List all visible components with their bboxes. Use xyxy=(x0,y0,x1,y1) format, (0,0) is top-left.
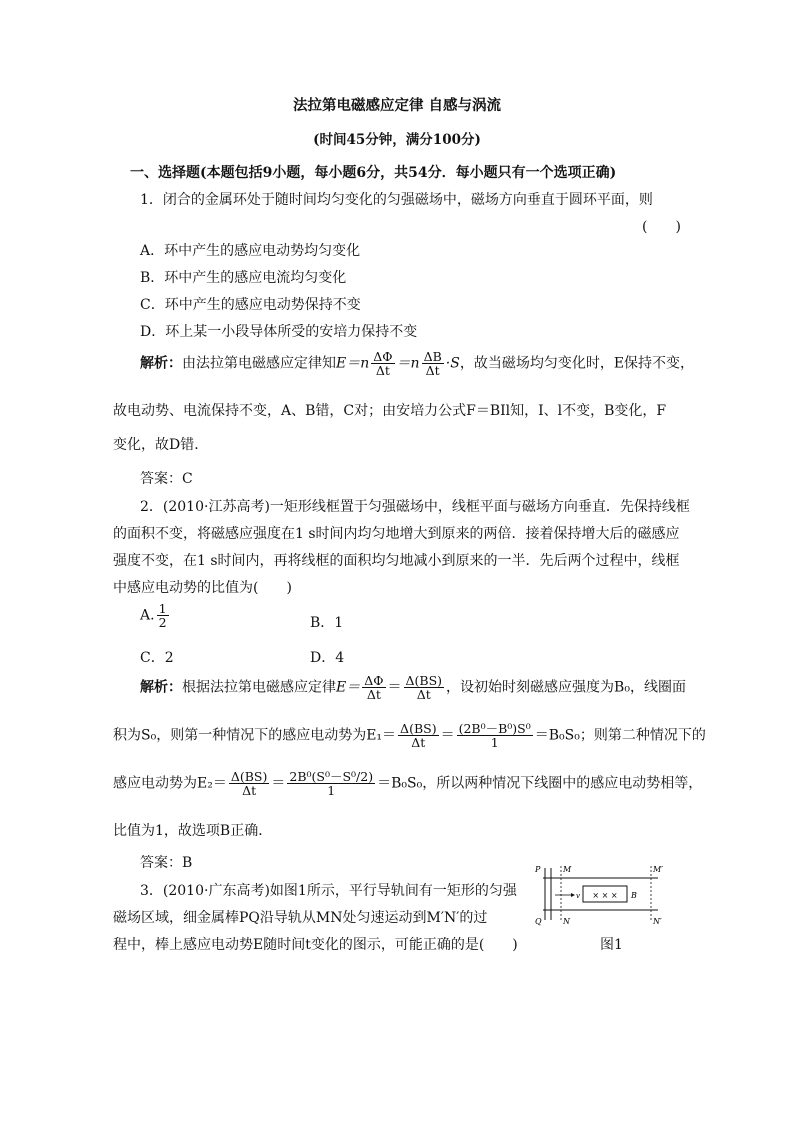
q2-a3-frac2 xyxy=(287,770,375,797)
q3-line2: 磁场区域，细金属棒PQ沿导轨从MN处匀速运动到M′N′的过 xyxy=(113,910,488,926)
q1-analysis-text: 由法拉第电磁感应定律知 xyxy=(182,355,336,372)
q2-a2-frac1-den: Δt xyxy=(411,735,426,751)
fig-label-v: v xyxy=(576,892,580,900)
page-subtitle: (时间45分钟，满分100分) xyxy=(313,132,481,148)
q2-a2-eq: ＝ xyxy=(440,727,455,744)
q1-formula-e: E＝n xyxy=(336,355,370,372)
q2-a2-rest: ＝B₀S₀；则第二种情况下的 xyxy=(534,727,706,744)
q1-analysis-label: 解析： xyxy=(140,355,182,372)
q2-option-a xyxy=(140,602,171,629)
fig-label-b: B xyxy=(631,891,637,900)
q2-option-c: C．2 xyxy=(140,650,174,666)
q2-frac-dbs-dt xyxy=(404,674,445,701)
q2-option-b: B．1 xyxy=(310,615,344,631)
q1-answer: 答案：C xyxy=(140,471,193,487)
q2-a3-prefix: 感应电动势为E₂＝ xyxy=(113,775,227,792)
q1-frac-dphi-dt xyxy=(371,350,394,377)
q1-answer-paren: ( ) xyxy=(642,219,681,235)
q2-option-a-prefix: A. xyxy=(140,607,155,624)
q1-frac-den: Δt xyxy=(375,363,390,379)
q2-formula-e: E＝ xyxy=(336,679,361,696)
fig-label-mprime: M′ xyxy=(653,865,664,874)
q2-a3-rest: ＝B₀S₀，所以两种情况下线圈中的感应电动势相等， xyxy=(377,775,703,792)
q2-line4: 中感应电动势的比值为( ) xyxy=(113,580,292,596)
fig-label-p: P xyxy=(535,865,541,874)
q2-a3-frac1-num: Δ(BS) xyxy=(230,769,268,784)
q2-analysis-line3 xyxy=(113,770,702,797)
q1-analysis-line3: 变化，故D错． xyxy=(113,437,209,453)
q2-analysis-line4: 比值为1，故选项B正确． xyxy=(113,823,273,839)
q2-line3: 强度不变，在1 s时间内，再将线框的面积均匀地减小到原来的一半．先后两个过程中，线框 xyxy=(113,553,680,569)
q2-a2-frac2 xyxy=(457,722,533,749)
q2-analysis-label: 解析： xyxy=(140,679,182,696)
q2-option-a-num: 1 xyxy=(158,601,167,616)
q2-line1: 2．(2010·江苏高考)一矩形线框置于匀强磁场中，线框平面与磁场方向垂直．先保持线框 xyxy=(140,499,690,515)
q2-analysis-text: 根据法拉第电磁感应定律 xyxy=(182,679,336,696)
q2-frac2-num: Δ(BS) xyxy=(405,673,443,688)
q1-option-a: A．环中产生的感应电动势均匀变化 xyxy=(140,243,361,259)
q1-option-c: C．环中产生的感应电动势保持不变 xyxy=(140,297,361,313)
q2-a3-frac1 xyxy=(229,770,270,797)
q1-analysis-rest: ，故当磁场均匀变化时，E保持不变， xyxy=(459,355,695,372)
q2-a3-frac2-num: 2B⁰(S⁰－S⁰/2) xyxy=(289,769,374,784)
q1-option-b: B．环中产生的感应电流均匀变化 xyxy=(140,270,347,286)
fig-label-n: N xyxy=(563,917,570,926)
q2-formula-eq: ＝ xyxy=(387,679,402,696)
q2-analysis-line1 xyxy=(140,674,686,701)
q1-analysis-line1 xyxy=(140,350,694,377)
q2-analysis-rest: ，设初始时刻磁感应强度为B₀，线圈面 xyxy=(446,679,686,696)
field-crosses: × × × xyxy=(592,891,618,900)
q2-a3-frac1-den: Δt xyxy=(242,783,257,799)
q1-formula-eqn: ＝n xyxy=(396,355,420,372)
page-title: 法拉第电磁感应定律 自感与涡流 xyxy=(292,97,502,114)
q2-a2-frac2-num: (2B⁰－B⁰)S⁰ xyxy=(458,721,531,736)
velocity-arrow-head xyxy=(571,893,575,897)
q2-a2-frac1 xyxy=(398,722,439,749)
q2-a3-frac2-den: 1 xyxy=(327,783,336,799)
q3-line1: 3．(2010·广东高考)如图1所示，平行导轨间有一矩形的匀强 xyxy=(140,883,517,899)
q1-frac-db-dt xyxy=(422,350,444,377)
q2-frac1-den: Δt xyxy=(366,687,381,703)
q2-frac1-num: ΔΦ xyxy=(364,673,384,688)
fig-label-q: Q xyxy=(535,917,542,926)
q2-a2-frac1-num: Δ(BS) xyxy=(400,721,437,736)
q1-frac2-den: Δt xyxy=(425,363,440,379)
q2-a2-prefix: 积为S₀，则第一种情况下的感应电动势为E₁＝ xyxy=(113,727,397,744)
q1-stem: 1．闭合的金属环处于随时间均匀变化的匀强磁场中，磁场方向垂直于圆环平面，则 xyxy=(140,192,653,208)
q3-line3: 程中，棒上感应电动势E随时间t变化的图示，可能正确的是( ) xyxy=(113,937,518,953)
q1-analysis-line2: 故电动势、电流保持不变，A、B错，C对；由安培力公式F＝BIl知，I、l不变，B变化，F xyxy=(113,403,667,419)
q3-figure xyxy=(533,862,673,932)
q1-option-d: D．环上某一小段导体所受的安培力保持不变 xyxy=(140,324,418,340)
q2-analysis-line2 xyxy=(113,722,706,749)
fig-label-m: M xyxy=(563,865,572,874)
q3-figure-caption: 图1 xyxy=(600,937,623,953)
q2-line2: 的面积不变，将磁感应强度在1 s时间内均匀地增大到原来的两倍．接着保持增大后的磁感应 xyxy=(113,526,680,542)
fig-label-nprime: N′ xyxy=(653,917,662,926)
q2-answer: 答案：B xyxy=(140,855,193,871)
q2-option-d: D．4 xyxy=(310,650,345,666)
q2-frac2-den: Δt xyxy=(416,687,431,703)
q2-a3-eq: ＝ xyxy=(271,775,286,792)
q1-frac-num: ΔΦ xyxy=(373,349,393,364)
q2-a2-frac2-den: 1 xyxy=(490,735,499,751)
q2-option-a-den: 2 xyxy=(158,615,167,631)
section-heading: 一、选择题(本题包括9小题，每小题6分，共54分．每小题只有一个选项正确) xyxy=(130,165,617,181)
q1-frac2-num: ΔB xyxy=(423,349,442,364)
q2-frac-dphi-dt xyxy=(362,674,385,701)
q1-formula-s: ·S xyxy=(445,355,460,372)
q2-option-a-frac xyxy=(157,602,169,629)
